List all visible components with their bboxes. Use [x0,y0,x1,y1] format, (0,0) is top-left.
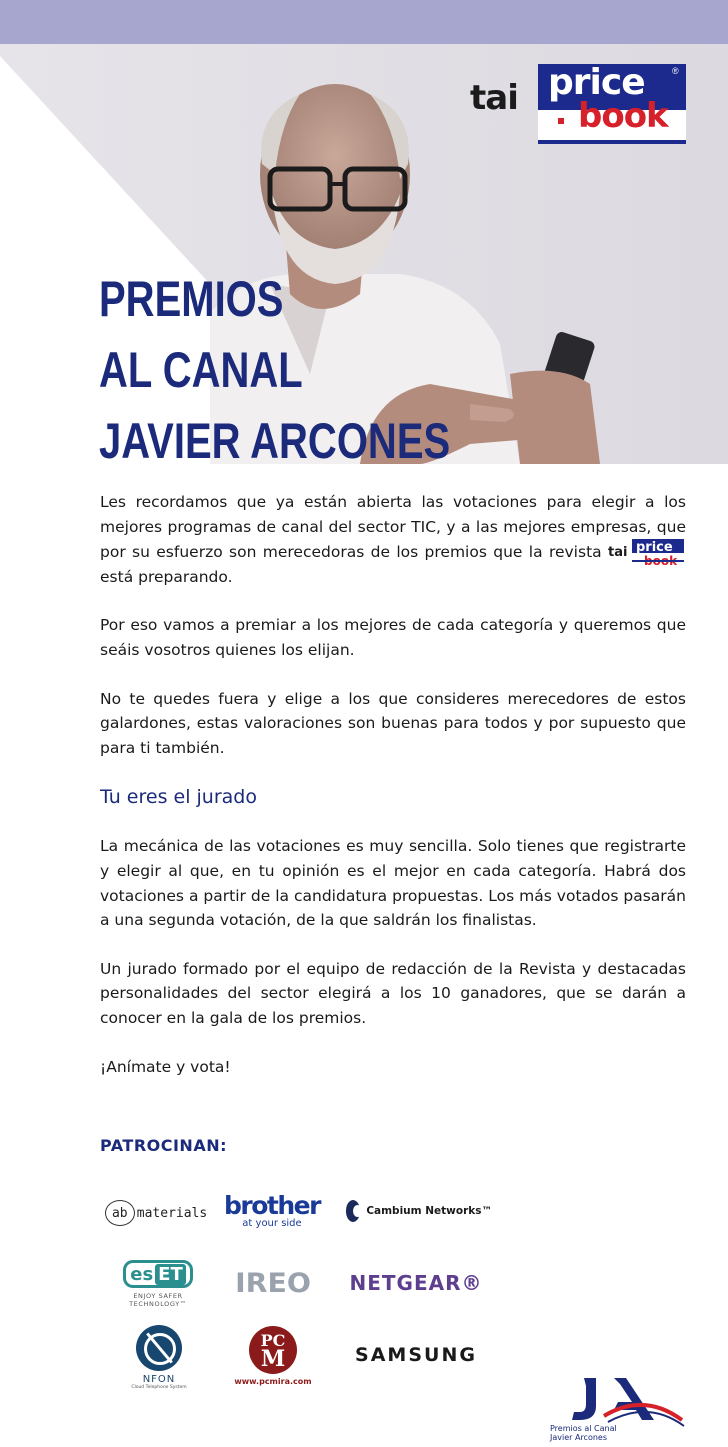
paragraph-4: La mecánica de las votaciones es muy sencilla. Solo tienes que registrarte y elegir al que, en tu opinión es el mejor en cada categoría. Habrá dos votaciones a partir de la candidatura propuestas. Los más votados pasarán a una segunda votación, de la que saldrán los finalistas. [100,837,686,930]
premios-canal-icon [544,1372,692,1428]
article-body [100,490,686,1103]
sponsors-title: PATROCINAN: [100,1136,227,1155]
paragraph-3: No te quedes fuera y elige a los que consideres merecedores de estos galardones, estas valoraciones son buenas para todos y por supuesto que para ti también. [100,689,686,757]
cambium-networks-logo: Cambium Networks™ [346,1198,492,1224]
top-bar [0,0,728,44]
logo-price-text: price [548,62,645,103]
brother-logo: brother at your side [224,1191,320,1229]
inline-tai-price-book-logo: tai price [608,539,686,561]
nfon-logo: NFON Cloud Telephone System [130,1324,188,1392]
ireo-logo: IREO [235,1267,311,1299]
tai-price-book-logo [470,64,686,144]
netgear-logo: NETGEAR® [349,1271,483,1295]
premios-canal-line-2: Javier Arcones [550,1433,608,1442]
ab-materials-logo: ab materials [102,1196,210,1230]
pcmira-logo: PC M www.pcmira.com [230,1324,316,1388]
paragraph-1-tail: está preparando. [100,567,233,586]
hero-title-line-1: PREMIOS [99,271,284,327]
jury-subheading: Tu eres el jurado [100,786,257,809]
logo-tai-text: tai [470,78,518,118]
hero-title-line-2: AL CANAL [99,342,303,398]
logo-registered-mark: ® [672,66,679,76]
paragraph-5: Un jurado formado por el equipo de redacción de la Revista y destacadas personalidades del sector elegirá a los 10 ganadores, que se darán a conocer en la gala de los premios. [100,959,686,1027]
hero-title-line-3: JAVIER ARCONES [99,413,451,464]
premios-canal-logo [544,1372,692,1446]
hero-banner [0,44,728,464]
paragraph-1-text: Les recordamos que ya están abierta las votaciones para elegir a los mejores programas de canal del sector TIC, y a las mejores empresas, que por su esfuerzo son merecedoras de los premios que la revista [100,493,686,562]
logo-box [538,64,686,144]
eset-logo: es ET ENJOY SAFER TECHNOLOGY™ [118,1258,198,1310]
premios-canal-line-1: Premios al Canal [550,1424,617,1433]
samsung-logo: SAMSUNG [355,1344,477,1366]
paragraph-2: Por eso vamos a premiar a los mejores de cada categoría y queremos que seáis vosotros quienes los elijan. [100,616,686,659]
paragraph-1 [100,490,686,589]
paragraph-6: ¡Anímate y vota! [100,1057,231,1076]
nfon-icon [136,1325,182,1371]
logo-book-text: book [578,96,668,136]
cambium-icon [346,1200,360,1222]
hero-title [99,264,450,464]
